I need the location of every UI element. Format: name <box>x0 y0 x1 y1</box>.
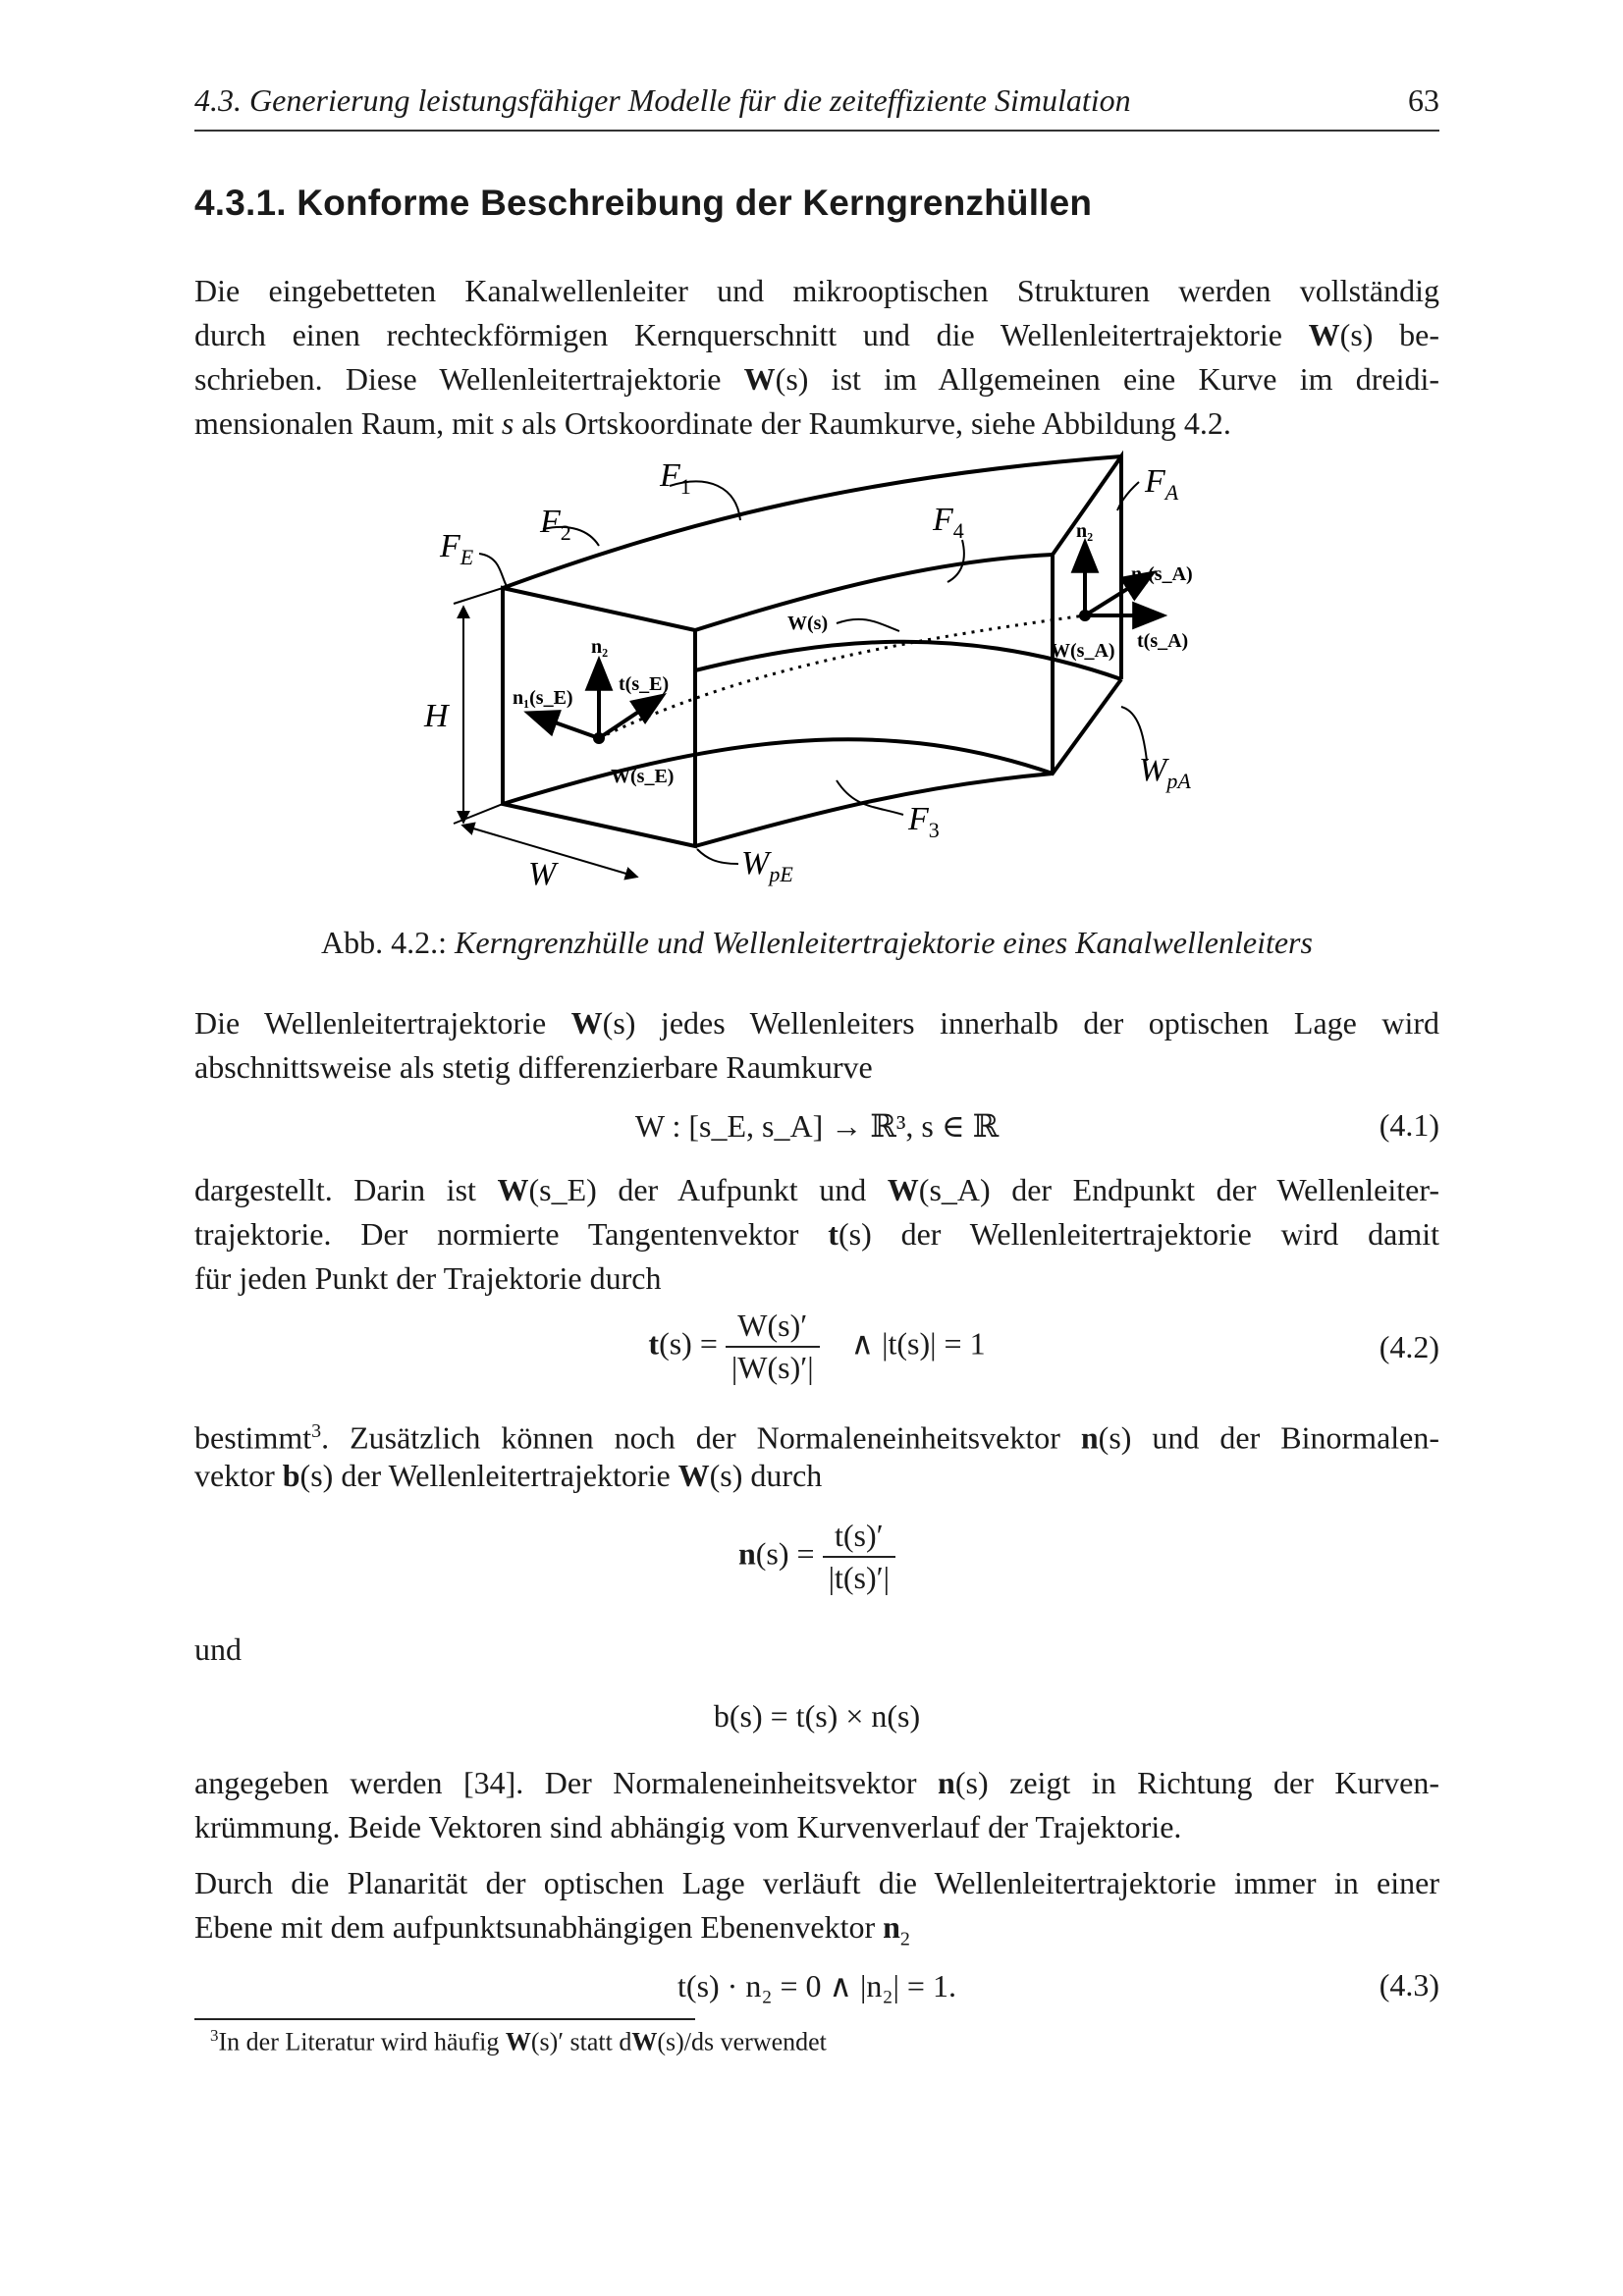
running-header <box>194 82 1439 132</box>
equation-normal: n(s) = $\frac{t(s)'}{|t(s)'|}$ <box>194 1518 1439 1606</box>
footnote: $^3$In der Literatur wird häufig W(s)′ statt dW(s)/ds verwendet <box>210 2026 827 2056</box>
text-line: für jeden Punkt der Trajektorie durch <box>194 1260 662 1296</box>
leader-lines <box>479 481 1147 864</box>
label-W: W <box>528 856 557 892</box>
entry-point <box>593 732 605 744</box>
text-line: trajektorie. Der normierte Tangentenvektor t(s) der Wellenleitertrajektorie wird damit <box>194 1216 1440 1252</box>
label-FE: $F_E$ <box>440 528 474 569</box>
running-header-title: 4.3. Generierung leistungsfähiger Modelle für die zeiteffiziente Simulation <box>194 82 1131 118</box>
text-line: dargestellt. Darin ist W(s_E) der Aufpunkt und W(s_A) der Endpunkt der Wellenleiter- <box>194 1172 1440 1207</box>
section-heading <box>194 183 1092 224</box>
footnote-rule <box>194 2018 695 2020</box>
text-line: Durch die Planarität der optischen Lage verläuft die Wellenleitertrajektorie immer in einer <box>194 1865 1439 1900</box>
label-Ws: W(s) <box>787 613 829 634</box>
end-point <box>1079 610 1091 621</box>
section-number: 4.3.1. <box>194 183 287 223</box>
text-line: bestimmt$^3$. Zusätzlich können noch der Normaleneinheitsvektor n(s) und der Binormalen- <box>194 1419 1440 1456</box>
fraction: $\frac{t(s)'}{|t(s)'|}$ <box>823 1518 895 1596</box>
label-F3: $F_3$ <box>908 801 940 842</box>
caption-label: Abb. 4.2.: <box>321 925 448 960</box>
text-line: Ebene mit dem aufpunktsunabhängigen Ebenenvektor $n_2$ <box>194 1909 910 1950</box>
page-number: 63 <box>1408 82 1439 118</box>
label-n2-entry: n₂ <box>591 636 609 658</box>
eq-rhs: ∧ |t(s)| = 1 <box>850 1325 986 1362</box>
paragraph-tangent <box>194 1168 1439 1301</box>
figure-caption <box>194 925 1439 961</box>
eq-lhs: (s) = <box>659 1325 718 1362</box>
label-n1-end: n₁(s_A) <box>1131 563 1193 585</box>
equation-binormal <box>194 1698 1439 1747</box>
label-t-entry: t(s_E) <box>619 673 670 695</box>
label-H: H <box>424 698 449 734</box>
paragraph-normal <box>194 1410 1439 1498</box>
text-und: und <box>194 1631 242 1667</box>
equation-body: W : [s_E, s_A] → ℝ³, s ∈ ℝ <box>634 1108 1000 1144</box>
equation-4-1 <box>194 1107 1439 1156</box>
label-F2: $F_2$ <box>540 504 571 545</box>
figure-waveguide-core <box>412 447 1217 908</box>
text-line: durch einen rechteckförmigen Kernquerschnitt und die Wellenleitertrajektorie W(s) be- <box>194 317 1440 352</box>
label-n2-end: n₂ <box>1076 520 1094 542</box>
fraction: $\frac{W(s)'}{|W(s)'|}$ <box>726 1308 820 1386</box>
label-W-entry: W(s_E) <box>611 766 675 787</box>
equation-4-2: t(s) = $\frac{W(s)'}{|W(s)'|}$ ∧ |t(s)| = 1 (4.2) <box>648 1308 1439 1385</box>
paragraph-intro <box>194 269 1439 446</box>
paragraph-planarity <box>194 1861 1439 1949</box>
label-F1: $F_1$ <box>660 457 691 499</box>
paragraph-trajectory <box>194 1001 1439 1090</box>
text-line: schrieben. Diese Wellenleitertrajektorie W(s) ist im Allgemeinen eine Kurve im dreidi- <box>194 361 1440 397</box>
equation-4-3 <box>194 1967 1439 2016</box>
paragraph-curvature <box>194 1761 1439 1849</box>
text-line: Die Wellenleitertrajektorie W(s) jedes Wellenleiters innerhalb der optischen Lage wird <box>194 1005 1440 1041</box>
text-line: angegeben werden [34]. Der Normaleneinheitsvektor n(s) zeigt in Richtung der Kurven- <box>194 1765 1440 1800</box>
trajectory-dotted <box>599 615 1085 738</box>
label-W-end: W(s_A) <box>1051 640 1115 662</box>
caption-text: Kerngrenzhülle und Wellenleitertrajektorie eines Kanalwellenleiters <box>455 925 1313 960</box>
height-dimension <box>454 588 503 824</box>
label-n1-entry: n₁(s_E) <box>513 687 573 709</box>
text-line: abschnittsweise als stetig differenzierbare Raumkurve <box>194 1049 873 1085</box>
text-line: krümmung. Beide Vektoren sind abhängig vom Kurvenverlauf der Trajektorie. <box>194 1809 1182 1844</box>
label-WpE: $W_{pE}$ <box>741 845 793 886</box>
equation-number: (4.2) <box>1379 1329 1439 1364</box>
equation-body: b(s) = t(s) × n(s) <box>713 1698 921 1734</box>
bottom-front-edge <box>695 774 1053 846</box>
section-title: Konforme Beschreibung der Kerngrenzhüllen <box>297 183 1093 223</box>
text-line: mensionalen Raum, mit s als Ortskoordinate der Raumkurve, siehe Abbildung 4.2. <box>194 405 1231 441</box>
label-WpA: $W_{pA}$ <box>1139 752 1191 793</box>
equation-number: (4.1) <box>1379 1107 1439 1143</box>
equation-body: t(s) · n₂ = 0 ∧ |n₂| = 1. <box>677 1968 956 2003</box>
label-F4: $F_4$ <box>933 502 964 543</box>
text-line: Die eingebetteten Kanalwellenleiter und mikrooptischen Strukturen werden vollständig <box>194 273 1439 308</box>
text-line: vektor b(s) der Wellenleitertrajektorie W(s) durch <box>194 1458 823 1493</box>
equation-number: (4.3) <box>1379 1967 1439 2002</box>
label-FA: $F_A$ <box>1145 463 1179 505</box>
top-inner-edge <box>695 555 1053 630</box>
label-t-end: t(s_A) <box>1137 630 1189 652</box>
top-outer-edge <box>503 456 1121 588</box>
